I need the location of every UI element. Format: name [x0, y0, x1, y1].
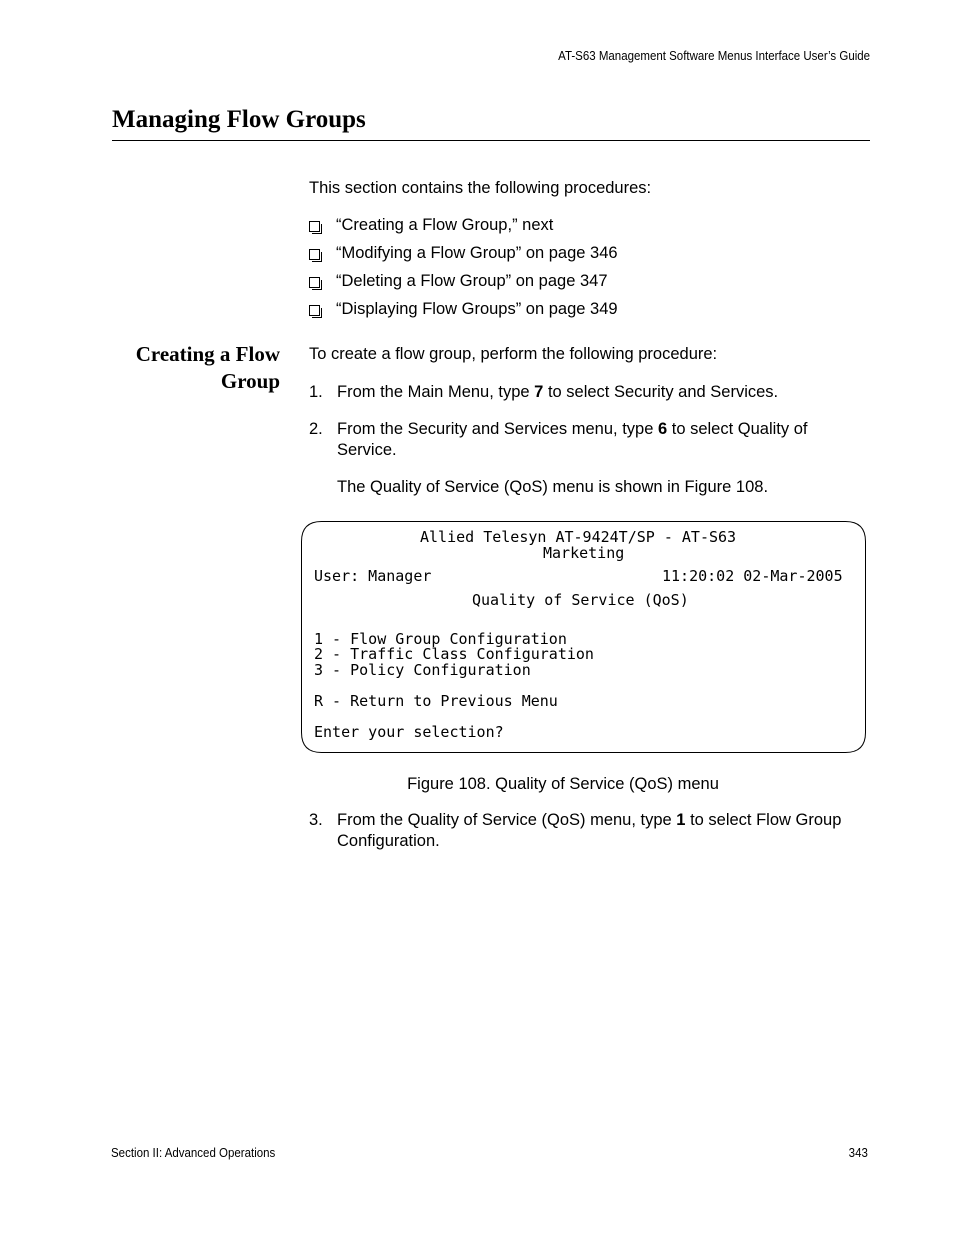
step-text [337, 419, 869, 461]
title-rule [112, 140, 870, 141]
step-1 [309, 382, 869, 403]
checkbox-bullet-icon [309, 221, 320, 232]
terminal-return-option: R - Return to Previous Menu [314, 692, 558, 710]
procedure-link: “Displaying Flow Groups” on page 349 [336, 300, 618, 318]
running-header: AT-S63 Management Software Menus Interface User’s Guide [558, 49, 870, 63]
step-text [337, 382, 869, 403]
footer-page-number: 343 [848, 1146, 868, 1160]
step-number: 1. [309, 383, 323, 401]
step-key: 6 [657, 420, 668, 438]
list-item [309, 299, 618, 327]
checkbox-bullet-icon [309, 277, 320, 288]
procedure-link: “Modifying a Flow Group” on page 346 [336, 244, 618, 262]
subsection-intro: To create a flow group, perform the following procedure: [309, 345, 718, 363]
section-title: Managing Flow Groups [112, 106, 366, 133]
figure-reference-note: The Quality of Service (QoS) menu is shown in Figure 108. [337, 478, 769, 496]
procedure-link: “Creating a Flow Group,” next [336, 216, 554, 234]
step-text [337, 810, 869, 852]
list-item [309, 271, 618, 299]
step-number: 3. [309, 811, 323, 829]
footer-section: Section II: Advanced Operations [111, 1146, 276, 1160]
terminal-device-line: Allied Telesyn AT-9424T/SP - AT-S63 [420, 528, 737, 546]
checkbox-bullet-icon [309, 305, 320, 316]
procedure-link: “Deleting a Flow Group” on page 347 [336, 272, 608, 290]
list-item [309, 243, 618, 271]
step-text-after: to select Flow Group Configuration. [337, 811, 842, 850]
subsection-heading-line1: Creating a Flow [135, 342, 280, 366]
step-key: 1 [676, 811, 686, 829]
subsection-heading [80, 341, 280, 395]
step-key: 7 [534, 383, 544, 401]
subsection-heading-line2: Group [220, 369, 280, 393]
step-text-after: to select Quality of Service. [337, 420, 808, 459]
terminal-location: Marketing [543, 544, 625, 562]
terminal-menu-title: Quality of Service (QoS) [472, 591, 689, 609]
step-text-before: From the Main Menu, type [337, 383, 535, 401]
terminal-option: 2 - Traffic Class Configuration [314, 645, 594, 663]
step-text-after: to select Security and Services. [543, 383, 779, 401]
step-text-before: From the Security and Services menu, type [337, 420, 658, 438]
terminal-option: 1 - Flow Group Configuration [314, 630, 567, 648]
step-2 [309, 419, 869, 461]
step-text-before: From the Quality of Service (QoS) menu, type [337, 811, 677, 829]
step-3 [309, 810, 869, 852]
section-intro: This section contains the following procedures: [309, 179, 652, 197]
step-number: 2. [309, 420, 323, 438]
terminal-prompt: Enter your selection? [314, 723, 504, 741]
terminal-timestamp: 11:20:02 02-Mar-2005 [662, 567, 843, 585]
terminal-user: User: Manager [314, 567, 432, 585]
procedure-list [309, 215, 618, 327]
checkbox-bullet-icon [309, 249, 320, 260]
figure-caption: Figure 108. Quality of Service (QoS) menu [407, 775, 719, 793]
terminal-option: 3 - Policy Configuration [314, 661, 531, 679]
list-item [309, 215, 618, 243]
